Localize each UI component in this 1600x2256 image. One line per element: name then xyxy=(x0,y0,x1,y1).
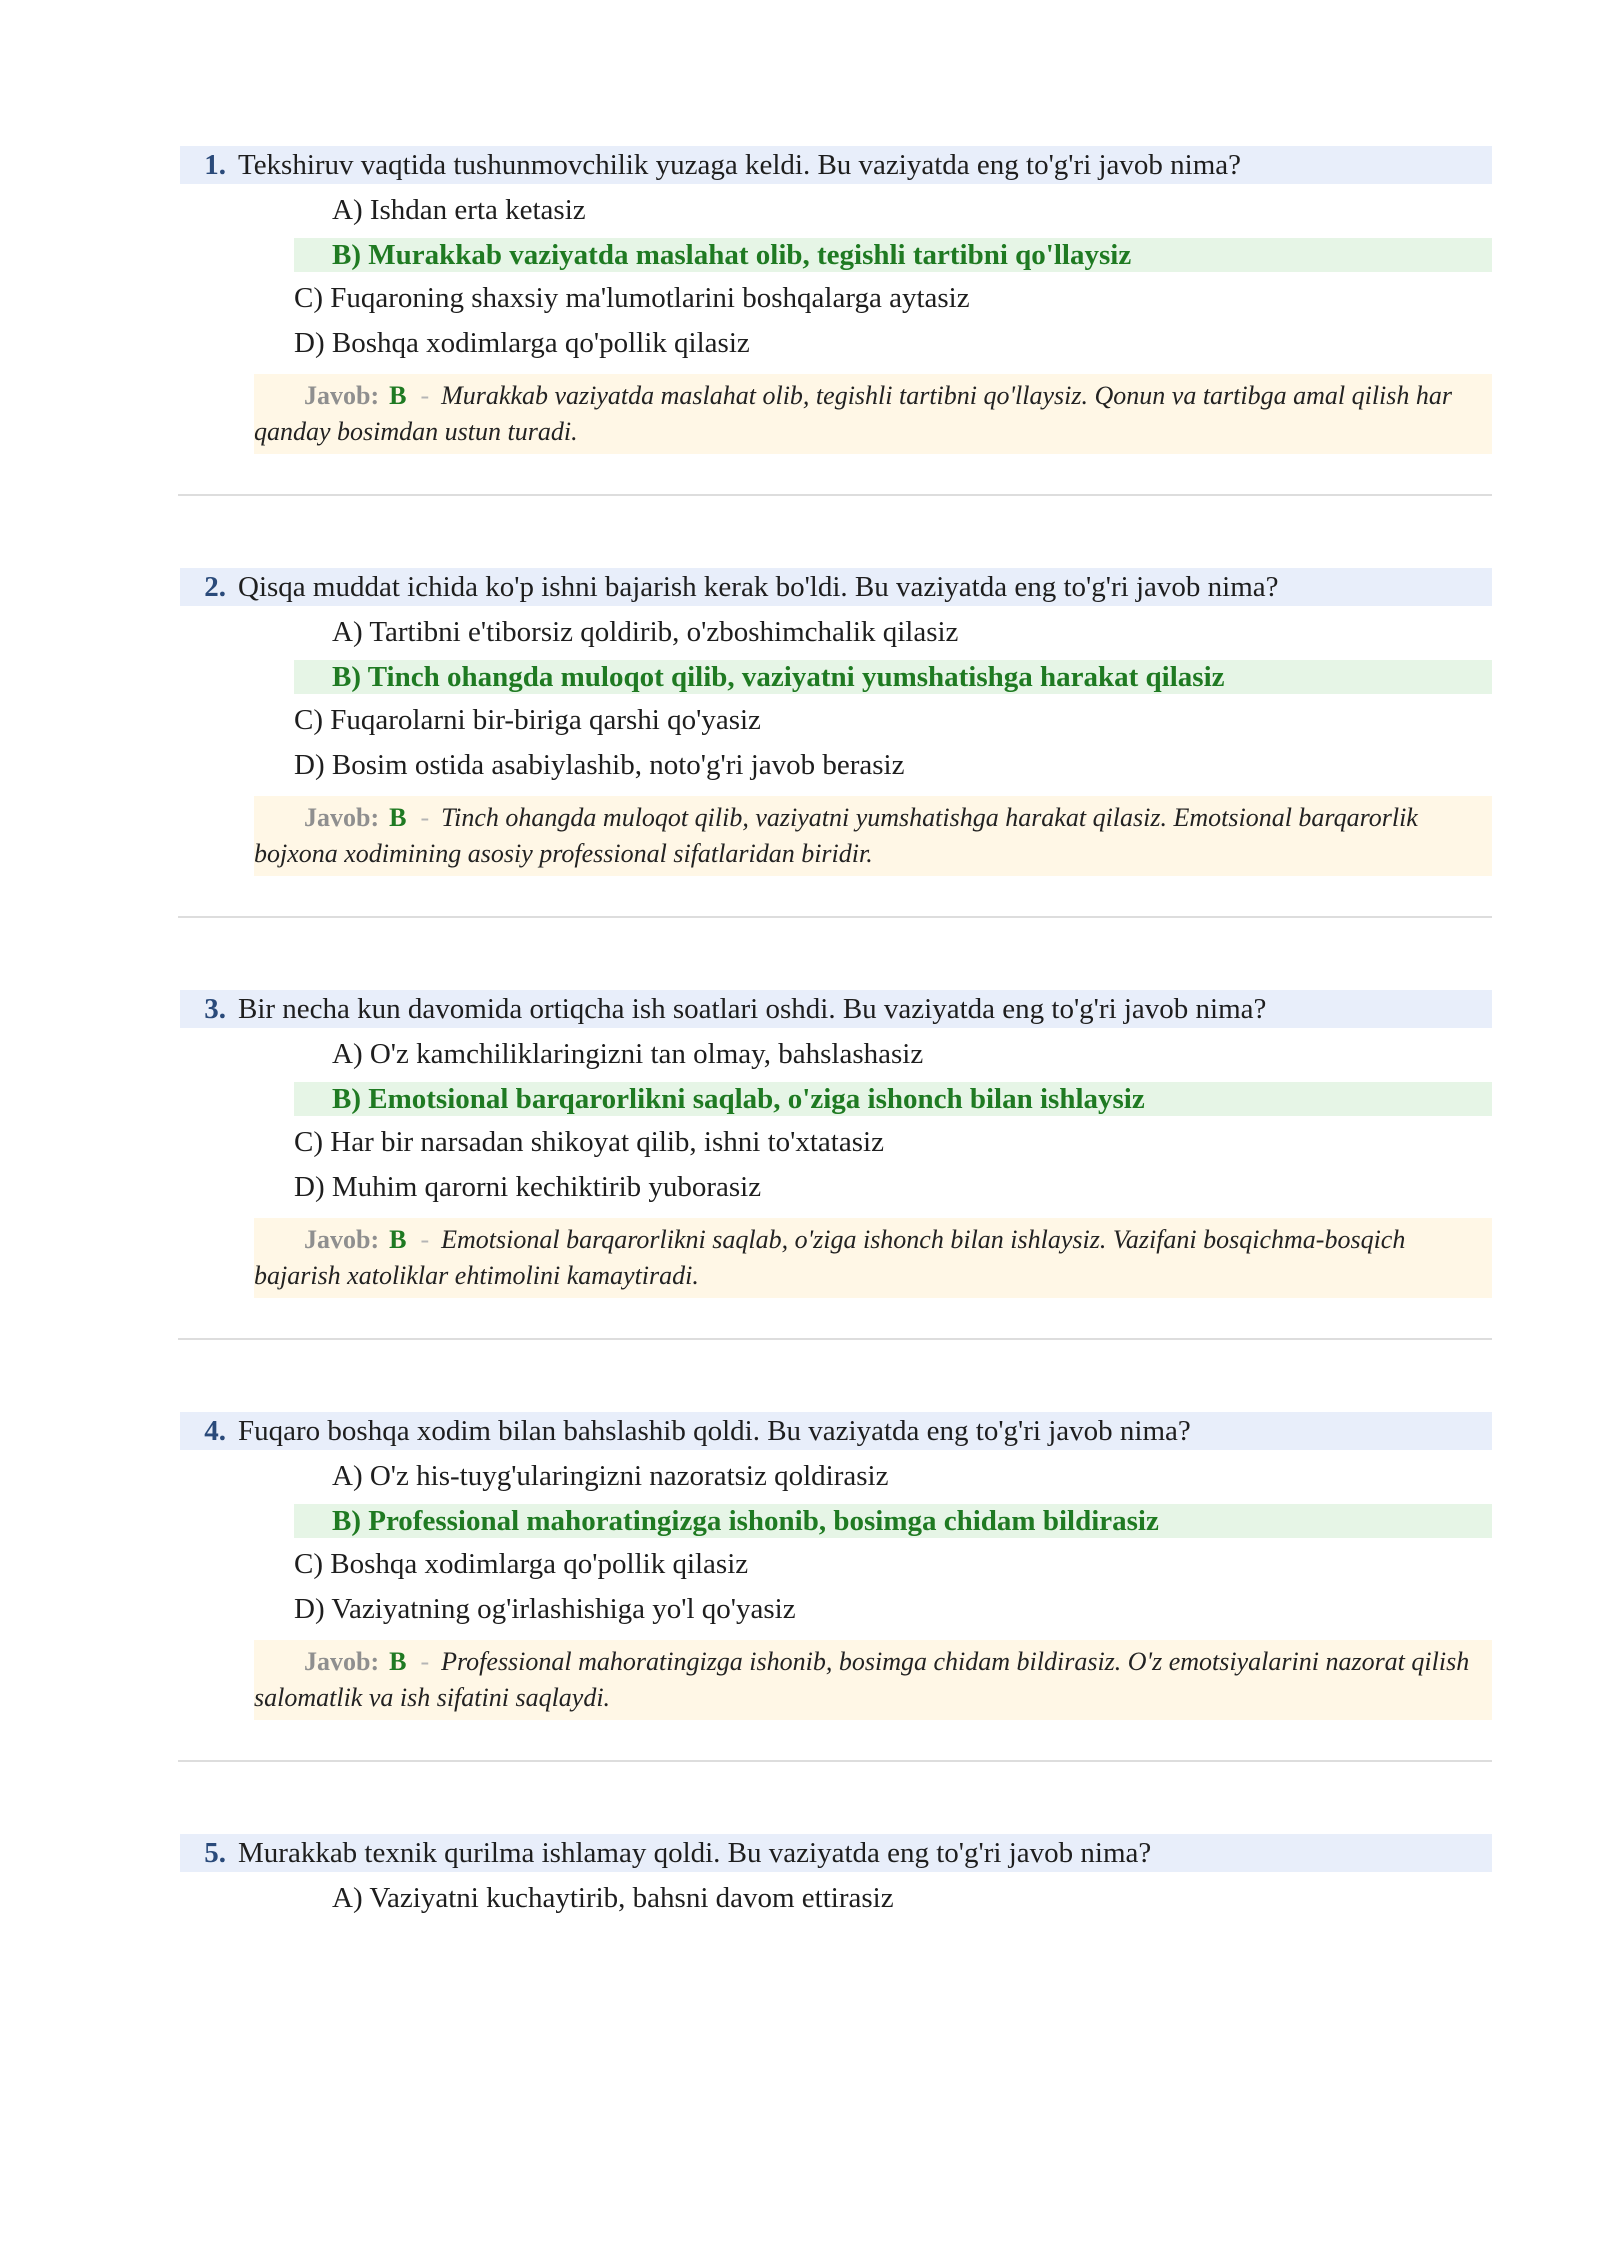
question-text: Bir necha kun davomida ortiqcha ish soatlari oshdi. Bu vaziyatda eng to'g'ri javob nima? xyxy=(238,993,1267,1025)
option-a: A) Ishdan erta ketasiz xyxy=(332,194,586,226)
answer-separator: - xyxy=(420,381,430,410)
answer-letter: B xyxy=(389,381,407,410)
answer-letter: B xyxy=(389,1647,407,1676)
answer-box xyxy=(254,796,1492,876)
option-a: A) O'z his-tuyg'ularingizni nazoratsiz qoldirasiz xyxy=(332,1460,889,1492)
question-number: 5. xyxy=(204,1837,226,1869)
question-number: 3. xyxy=(204,993,226,1025)
question-text: Tekshiruv vaqtida tushunmovchilik yuzaga keldi. Bu vaziyatda eng to'g'ri javob nima? xyxy=(238,149,1242,181)
option-b-correct: B) Emotsional barqarorlikni saqlab, o'ziga ishonch bilan ishlaysiz xyxy=(294,1082,1492,1116)
question-row xyxy=(180,146,1492,184)
answer-label: Javob: xyxy=(304,1647,380,1676)
divider xyxy=(178,494,1492,496)
answer-separator: - xyxy=(420,1647,430,1676)
answer-box xyxy=(254,1218,1492,1298)
answer-box xyxy=(254,374,1492,454)
answer-separator: - xyxy=(420,1225,430,1254)
option-b-correct: B) Professional mahoratingizga ishonib, bosimga chidam bildirasiz xyxy=(294,1504,1492,1538)
answer-letter: B xyxy=(389,803,407,832)
option-a: A) O'z kamchiliklaringizni tan olmay, bahslashasiz xyxy=(332,1038,924,1070)
question-row xyxy=(180,568,1492,606)
option-a: A) Tartibni e'tiborsiz qoldirib, o'zboshimchalik qilasiz xyxy=(332,616,959,648)
quiz-page xyxy=(180,146,1492,2256)
option-a: A) Vaziyatni kuchaytirib, bahsni davom ettirasiz xyxy=(332,1882,894,1914)
answer-explanation: Professional mahoratingizga ishonib, bosimga chidam bildirasiz. O'z emotsiyalarini nazorat qilish salomatlik va ish sifatini saqlaydi. xyxy=(254,1647,1470,1712)
question-number: 4. xyxy=(204,1415,226,1447)
answer-explanation: Murakkab vaziyatda maslahat olib, tegishli tartibni qo'llaysiz. Qonun va tartibga amal qilish har qanday bosimdan ustun turadi. xyxy=(254,381,1453,446)
question-text: Qisqa muddat ichida ko'p ishni bajarish kerak bo'ldi. Bu vaziyatda eng to'g'ri javob nima? xyxy=(238,571,1279,603)
divider xyxy=(178,1760,1492,1762)
question-text: Fuqaro boshqa xodim bilan bahslashib qoldi. Bu vaziyatda eng to'g'ri javob nima? xyxy=(238,1415,1191,1447)
question-number: 1. xyxy=(204,149,226,181)
option-d: D) Bosim ostida asabiylashib, noto'g'ri javob berasiz xyxy=(294,749,905,781)
option-c: C) Boshqa xodimlarga qo'pollik qilasiz xyxy=(294,1548,749,1580)
option-c: C) Fuqarolarni bir-biriga qarshi qo'yasiz xyxy=(294,704,761,736)
answer-box xyxy=(254,1640,1492,1720)
answer-label: Javob: xyxy=(304,1225,380,1254)
answer-letter: B xyxy=(389,1225,407,1254)
answer-explanation: Tinch ohangda muloqot qilib, vaziyatni yumshatishga harakat qilasiz. Emotsional barqarorlik bojxona xodimining asosiy professional sifatlaridan biridir. xyxy=(254,803,1418,868)
answer-separator: - xyxy=(420,803,430,832)
question-row xyxy=(180,1412,1492,1450)
question-text: Murakkab texnik qurilma ishlamay qoldi. Bu vaziyatda eng to'g'ri javob nima? xyxy=(238,1837,1152,1869)
option-b-correct: B) Tinch ohangda muloqot qilib, vaziyatni yumshatishga harakat qilasiz xyxy=(294,660,1492,694)
option-c: C) Fuqaroning shaxsiy ma'lumotlarini boshqalarga aytasiz xyxy=(294,282,970,314)
question-block-4 xyxy=(180,1412,1492,1834)
question-block-1 xyxy=(180,146,1492,568)
answer-label: Javob: xyxy=(304,803,380,832)
option-c: C) Har bir narsadan shikoyat qilib, ishni to'xtatasiz xyxy=(294,1126,884,1158)
answer-explanation: Emotsional barqarorlikni saqlab, o'ziga ishonch bilan ishlaysiz. Vazifani bosqichma-bosqich bajarish xatoliklar ehtimolini kamaytiradi. xyxy=(254,1225,1406,1290)
question-row xyxy=(180,1834,1492,1872)
option-d: D) Boshqa xodimlarga qo'pollik qilasiz xyxy=(294,327,750,359)
option-d: D) Muhim qarorni kechiktirib yuborasiz xyxy=(294,1171,762,1203)
option-b-correct: B) Murakkab vaziyatda maslahat olib, tegishli tartibni qo'llaysiz xyxy=(294,238,1492,272)
question-block-3 xyxy=(180,990,1492,1412)
divider xyxy=(178,1338,1492,1340)
question-row xyxy=(180,990,1492,1028)
question-block-2 xyxy=(180,568,1492,990)
divider xyxy=(178,916,1492,918)
question-block-5 xyxy=(180,1834,1492,2256)
question-number: 2. xyxy=(204,571,226,603)
option-d: D) Vaziyatning og'irlashishiga yo'l qo'yasiz xyxy=(294,1593,796,1625)
answer-label: Javob: xyxy=(304,381,380,410)
